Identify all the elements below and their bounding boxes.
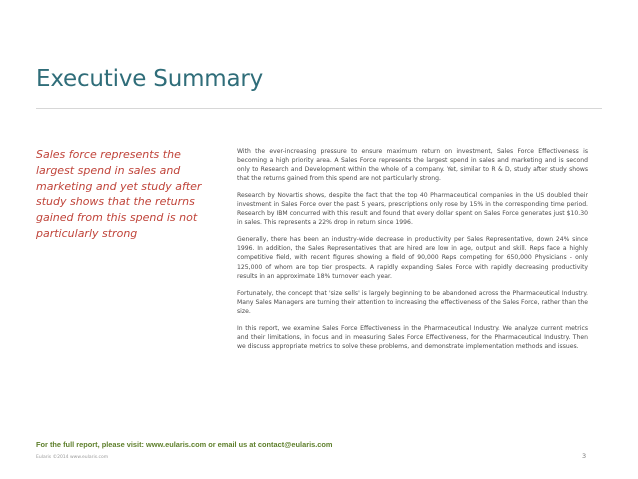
copyright-notice: Eularis ©2014 www.eularis.com [36,455,109,460]
body-paragraph: Generally, there has been an industry-wide decrease in productivity per Sales Representative, down 24% since 1996. In addition, the Sales Representatives that are hired are low in age, output and skill. Reps face a highly competitive field, with recent figures showing a field of 90,000 Reps competing for 650,000 Physicians - only 125,000 of whom are top tier prospects. A rapidly expanding Sales Force with rapidly decreasing productivity results in an approximate 18% turnover each year. [237,236,588,280]
body-text-column [237,147,588,359]
body-paragraph: Research by Novartis shows, despite the fact that the top 40 Pharmaceutical companies in the US doubled their investment in Sales Force over the past 5 years, prescriptions only rose by 15% in the corresponding time period. Research by IBM concurred with this result and found that every dollar spent on Sales Force generates just $10.30 in sales. This represents a 22% drop in return since 1996. [237,192,588,227]
page-number: 3 [582,452,587,460]
title-divider [36,108,602,109]
body-paragraph: With the ever-increasing pressure to ensure maximum return on investment, Sales Force Effectiveness is becoming a high priority area. A Sales Force represents the largest spend in sales and marketing and is second only to Research and Development within the whole of a company. Yet, similar to R & D, study after study shows that the returns gained from this spend are not particularly strong. [237,148,588,183]
page-title: Executive Summary [36,66,264,92]
body-paragraph: Fortunately, the concept that 'size sells' is largely beginning to be abandoned across the Pharmaceutical Industry. Many Sales Managers are turning their attention to increasing the effectiveness of the Sales Force, rather than the size. [237,289,588,315]
pull-quote: Sales force represents the largest spend in sales and marketing and yet study after study shows that the returns gained from this spend is not particularly strong [36,148,202,240]
body-paragraph: In this report, we examine Sales Force Effectiveness in the Pharmaceutical Industry. We analyze current metrics and their limitations, in focus and in measuring Sales Force Effectiveness, for the Pharmaceutical Industry. Then we discuss appropriate metrics to solve these problems, and demonstrate implementation methods and issues. [237,324,588,350]
footer-report-link[interactable]: For the full report, please visit: www.eularis.com or email us at contact@eularis.com [36,440,333,449]
